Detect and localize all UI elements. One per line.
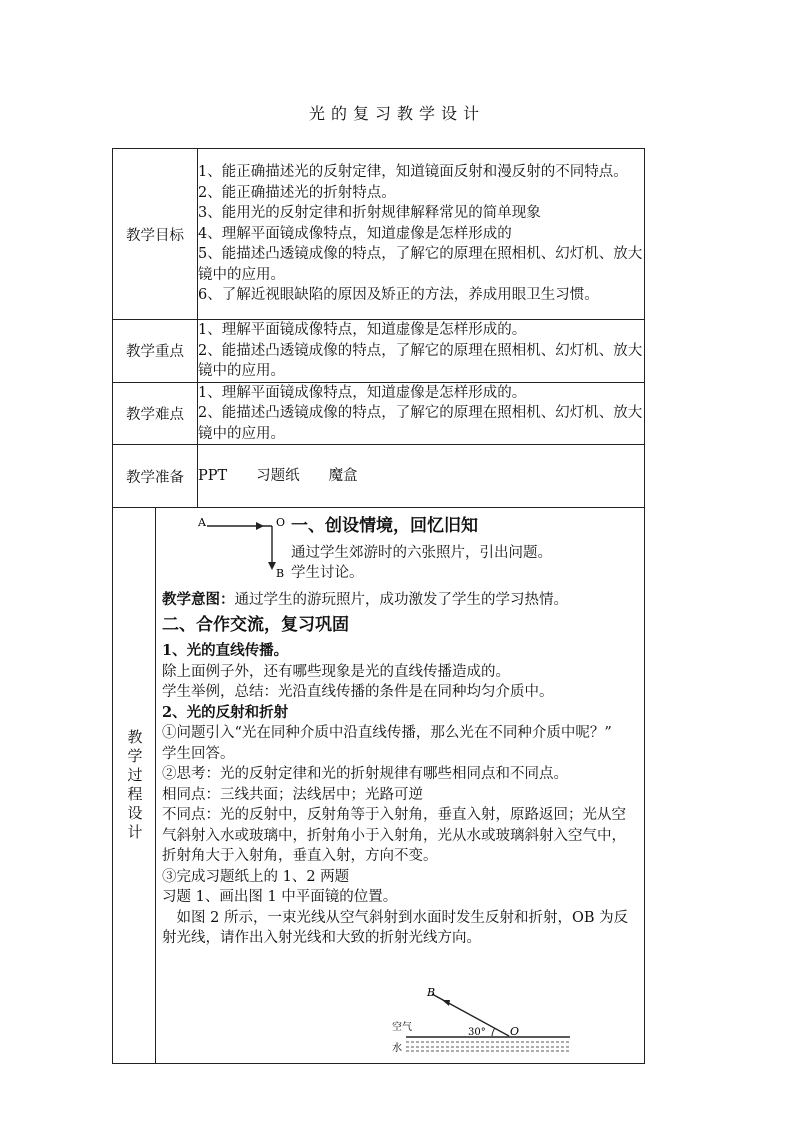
- section1-title: 一、创设情境，回忆旧知: [291, 516, 478, 536]
- water-label: 水: [392, 1043, 402, 1052]
- row-difficulties: [113, 382, 645, 445]
- objective-item: 5、能描述凸透镜成像的特点，了解它的原理在照相机、幻灯机、放大镜中的应用。: [198, 246, 643, 283]
- sub2-line: 学生回答。: [162, 745, 235, 762]
- sub2-line: ③完成习题纸上的 1、2 两题: [162, 868, 350, 885]
- air-label: 空气: [392, 1022, 412, 1033]
- intent-text: 通过学生的游玩照片，成功激发了学生的学习热情。: [234, 592, 568, 608]
- preparation-content: PPT 习题纸 魔盒: [198, 445, 645, 508]
- sub2-line: 习题 1、画出图 1 中平面镜的位置。: [162, 889, 398, 905]
- sub2-title: 2、光的反射和折射: [162, 703, 289, 721]
- objective-item: 6、了解近视眼缺陷的原因及矫正的方法，养成用眼卫生习惯。: [198, 287, 599, 304]
- sub2-line: ②思考：光的反射定律和光的折射规律有哪些相同点和不同点。: [162, 766, 568, 782]
- point-b-label: B: [276, 567, 285, 580]
- section1-line: 通过学生郊游时的六张照片，引出问题。: [291, 544, 552, 561]
- page-title: 光的复习教学设计: [308, 104, 485, 123]
- row-label-preparation: 教学准备: [113, 445, 198, 508]
- row-preparation: [113, 445, 645, 508]
- key-points-content: [198, 320, 645, 383]
- sub2-line: ①问题引入“光在同种介质中沿直线传播，那么光在不同种介质中呢？”: [162, 725, 612, 741]
- difficulty-item: 1、理解平面镜成像特点，知道虚像是怎样形成的。: [198, 384, 527, 401]
- point-o-label: O: [276, 516, 286, 529]
- key-point-item: 1、理解平面镜成像特点，知道虚像是怎样形成的。: [198, 322, 527, 338]
- point-a-label: A: [198, 516, 206, 529]
- section1-line: 学生讨论。: [291, 565, 364, 581]
- row-label-key-points: 教学重点: [113, 320, 198, 383]
- sub1-line: 学生举例，总结：光沿直线传播的条件是在同种均匀介质中。: [162, 684, 554, 700]
- row-key-points: [113, 320, 645, 383]
- sub2-line: 不同点：光的反射中，反射角等于入射角，垂直入射，原路返回；光从空气斜射入水或玻璃中，折射角小于入射角，光从水或玻璃斜射入空气中，折射角大于入射角，垂直入射，方向不变。: [162, 807, 626, 864]
- row-label-difficulties: 教学难点: [113, 382, 198, 445]
- lesson-plan-table: [112, 148, 645, 1064]
- ray-b-label: B: [427, 986, 436, 999]
- refraction-figure-2: [392, 986, 592, 1052]
- sub2-line: 如图 2 所示，一束光线从空气斜射到水面时发生反射和折射，OB 为反射光线，请作出入射光线和大致的折射光线方向。: [162, 909, 629, 946]
- objective-item: 3、能用光的反射定律和折射规律解释常见的简单现象: [198, 205, 541, 222]
- row-objectives: [113, 149, 645, 320]
- process-content: [156, 508, 644, 1063]
- objectives-content: [198, 149, 645, 320]
- point-o-label-fig2: O: [510, 1025, 520, 1038]
- difficulties-content: [198, 382, 645, 445]
- row-process: [113, 508, 645, 1064]
- row-label-objectives: 教学目标: [113, 149, 198, 320]
- intent-label: 教学意图：: [162, 591, 235, 608]
- sub1-line: 除上面例子外，还有哪些现象是光的直线传播造成的。: [162, 663, 510, 680]
- section2-title: 二、合作交流，复习巩固: [162, 614, 349, 635]
- angle-label: 30°: [468, 1027, 486, 1038]
- row-label-process: 教学过程设计: [125, 728, 144, 843]
- key-point-item: 2、能描述凸透镜成像的特点，了解它的原理在照相机、幻灯机、放大镜中的应用。: [198, 342, 643, 379]
- objective-item: 1、能正确描述光的反射定律，知道镜面反射和漫反射的不同特点。: [198, 164, 628, 181]
- objective-item: 2、能正确描述光的折射特点。: [198, 184, 396, 201]
- sub2-line: 相同点：三线共面；法线居中；光路可逆: [162, 786, 423, 803]
- sub1-title: 1、光的直线传播。: [162, 642, 289, 659]
- objective-item: 4、理解平面镜成像特点，知道虚像是怎样形成的: [198, 225, 512, 242]
- light-path-figure-1: [198, 512, 288, 580]
- difficulty-item: 2、能描述凸透镜成像的特点，了解它的原理在照相机、幻灯机、放大镜中的应用。: [198, 405, 643, 442]
